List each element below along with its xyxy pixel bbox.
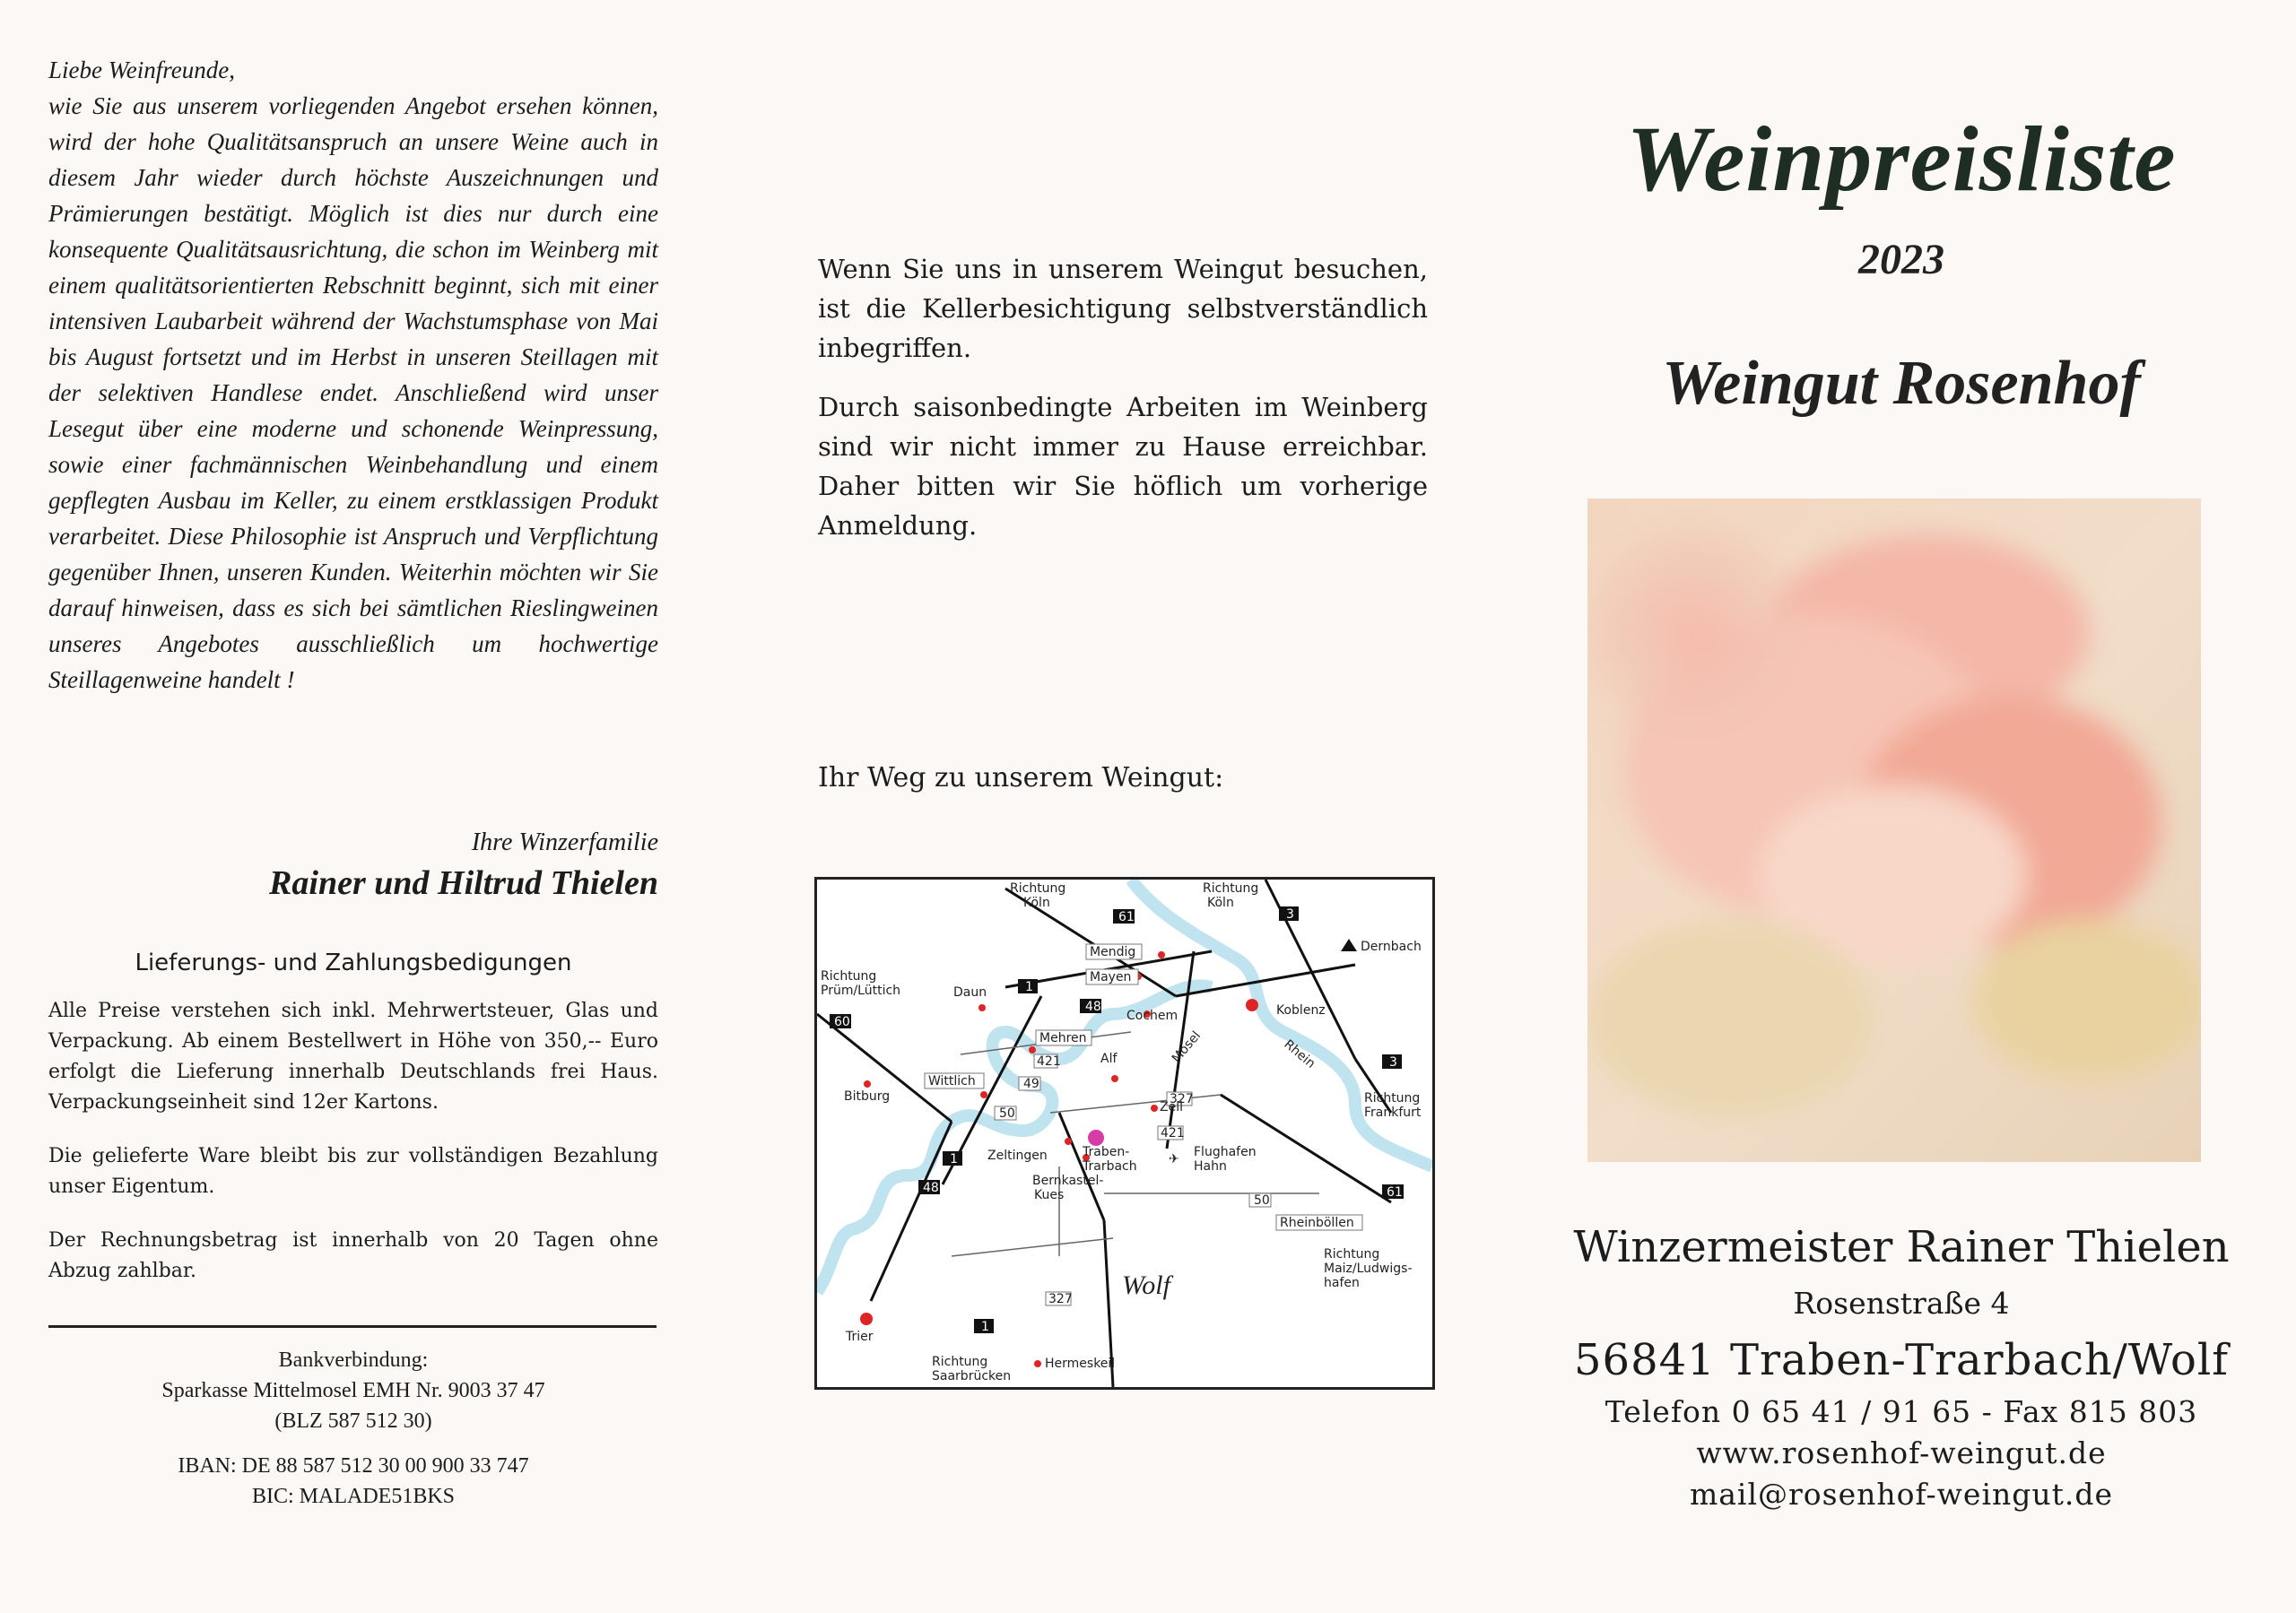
- svg-text:61: 61: [1387, 1185, 1403, 1200]
- terms-heading: Lieferungs- und Zahlungsbedigungen: [135, 950, 572, 976]
- svg-text:Mehren: Mehren: [1039, 1031, 1087, 1045]
- svg-text:60: 60: [834, 1015, 850, 1029]
- svg-text:Dernbach: Dernbach: [1361, 940, 1422, 954]
- city-address: 56841 Traben-Trarbach/Wolf: [1573, 1335, 2229, 1385]
- svg-text:Bitburg: Bitburg: [844, 1089, 891, 1104]
- svg-text:hafen: hafen: [1324, 1276, 1360, 1290]
- letter-body: wie Sie aus unserem vorliegenden Angebot ersehen können, wird der hohe Qualitätsanspruch an unsere Weine auch in diesem Jahr wieder durch höchste Auszeichnungen und Prämierungen bestätigt. Möglich ist dies nur durch eine konsequente Qualitätsausrichtung, die schon im Weinberg mit einem qualitätsorientierten Rebschnitt beginnt, sich mit einer intensiven Laubarbeit während der Wachstumsphase von Mai bis August fortsetzt und im Herbst in unseren Steillagen mit der selektiven Handlese endet. Anschließend wird unser Lesegut über eine moderne und schonende Weinpressung, sowie einer fachmännischen Weinbehandlung und einem gepflegten Ausbau im Keller, zu einem erstklassigen Produkt verarbeitet. Diese Philosophie ist Anspruch und Verpflichtung gegenüber Ihnen, unseren Kunden. Weiterhin möchten wir Sie darauf hinweisen, dass es sich bei sämtlichen Rieslingweinen unseres Angebotes ausschließlich um hochwertige Steillagenweine handelt !: [48, 92, 658, 693]
- contact-block: [1543, 1216, 2260, 1515]
- svg-text:50: 50: [1254, 1193, 1270, 1208]
- svg-text:Cochem: Cochem: [1126, 1009, 1178, 1023]
- svg-text:61: 61: [1118, 910, 1135, 924]
- price-list-year: 2023: [1858, 236, 1944, 283]
- map-graphic: [817, 880, 1432, 1387]
- svg-text:Zell: Zell: [1160, 1100, 1183, 1114]
- route-heading: Ihr Weg zu unserem Weingut:: [818, 762, 1224, 793]
- svg-text:Rheinböllen: Rheinböllen: [1280, 1216, 1354, 1230]
- terms-paragraph-prices: Alle Preise verstehen sich inkl. Mehrwertsteuer, Glas und Verpackung. Ab einem Bestellwert in Höhe von 350,-- Euro erfolgt die Lieferung innerhalb Deutschlands frei Haus. Verpackungseinheit sind 12er Kartons.: [48, 1000, 658, 1114]
- svg-text:Mayen: Mayen: [1090, 970, 1132, 984]
- svg-text:Richtung: Richtung: [1324, 1247, 1380, 1262]
- bank-bic: BIC: MALADE51BKS: [251, 1485, 456, 1508]
- bank-iban: IBAN: DE 88 587 512 30 00 900 33 747: [178, 1454, 529, 1478]
- svg-text:Mosel: Mosel: [1169, 1028, 1205, 1066]
- svg-text:3: 3: [1286, 907, 1294, 922]
- email-link[interactable]: mail@rosenhof-weingut.de: [1689, 1477, 2114, 1512]
- svg-text:50: 50: [999, 1106, 1015, 1121]
- svg-text:Köln: Köln: [1023, 896, 1050, 910]
- svg-text:Wolf: Wolf: [1122, 1270, 1170, 1300]
- visit-paragraph-appointment: Durch saisonbedingte Arbeiten im Weinberg sind wir nicht immer zu Hause erreichbar. Daher bitten wir Sie höflich um vorherige Anmeldung.: [818, 392, 1428, 541]
- svg-text:421: 421: [1161, 1126, 1185, 1140]
- rhine-river: [1131, 880, 1432, 1166]
- svg-text:Richtung: Richtung: [1010, 881, 1066, 896]
- svg-text:Daun: Daun: [953, 985, 987, 1000]
- bank-details: [48, 1345, 658, 1512]
- svg-text:Rhein: Rhein: [1281, 1036, 1318, 1071]
- svg-text:327: 327: [1048, 1292, 1073, 1306]
- svg-text:Frankfurt: Frankfurt: [1364, 1106, 1422, 1120]
- svg-text:Trier: Trier: [846, 1330, 874, 1344]
- airport-icon: ✈: [1169, 1152, 1179, 1166]
- winery-name: Weingut Rosenhof: [1662, 349, 2141, 418]
- svg-text:Maiz/Ludwigs-: Maiz/Ludwigs-: [1324, 1262, 1413, 1276]
- svg-text:Trarbach: Trarbach: [1083, 1159, 1137, 1174]
- svg-text:3: 3: [1389, 1055, 1397, 1070]
- svg-text:Alf: Alf: [1100, 1052, 1118, 1066]
- visit-info: [818, 249, 1428, 565]
- owner-name: Winzermeister Rainer Thielen: [1573, 1222, 2230, 1272]
- svg-text:327: 327: [1170, 1092, 1194, 1106]
- intro-letter: [48, 52, 658, 698]
- svg-text:Mendig: Mendig: [1090, 945, 1136, 959]
- svg-text:1: 1: [950, 1152, 958, 1166]
- svg-text:Kues: Kues: [1034, 1188, 1065, 1202]
- street-address: Rosenstraße 4: [1793, 1286, 2010, 1321]
- svg-text:Bernkastel-: Bernkastel-: [1032, 1174, 1104, 1188]
- svg-text:Wittlich: Wittlich: [928, 1074, 976, 1088]
- svg-text:Richtung: Richtung: [821, 969, 877, 984]
- svg-text:Prüm/Lüttich: Prüm/Lüttich: [821, 984, 901, 998]
- visit-paragraph-cellar: Wenn Sie uns in unserem Weingut besuchen, ist die Kellerbesichtigung selbstverständlich inbegriffen.: [818, 254, 1428, 363]
- svg-text:1: 1: [981, 1320, 989, 1334]
- secondary-roads: [952, 1032, 1319, 1256]
- phone-fax: Telefon 0 65 41 / 91 65 - Fax 815 803: [1605, 1394, 2198, 1429]
- svg-text:48: 48: [1085, 1000, 1101, 1014]
- letter-greeting: Liebe Weinfreunde,: [48, 56, 235, 83]
- terms-section: [48, 949, 658, 1310]
- svg-text:Köln: Köln: [1207, 896, 1234, 910]
- terms-paragraph-payment: Der Rechnungsbetrag ist innerhalb von 20 Tagen ohne Abzug zahlbar.: [48, 1229, 658, 1282]
- svg-text:Traben-: Traben-: [1083, 1145, 1130, 1159]
- svg-text:421: 421: [1037, 1054, 1061, 1069]
- svg-text:Hermeskeil: Hermeskeil: [1045, 1357, 1116, 1371]
- svg-text:Koblenz: Koblenz: [1276, 1003, 1326, 1018]
- divider: [48, 1325, 657, 1328]
- svg-text:49: 49: [1023, 1077, 1039, 1091]
- svg-text:Richtung: Richtung: [932, 1355, 988, 1369]
- bank-label: Bankverbindung:: [278, 1349, 429, 1372]
- rose-photo: [1587, 499, 2201, 1162]
- svg-text:48: 48: [923, 1181, 939, 1195]
- svg-text:Richtung: Richtung: [1203, 881, 1259, 896]
- svg-text:Hahn: Hahn: [1194, 1159, 1227, 1174]
- svg-text:Zeltingen: Zeltingen: [987, 1149, 1048, 1163]
- terms-paragraph-ownership: Die gelieferte Ware bleibt bis zur vollständigen Bezahlung unser Eigentum.: [48, 1145, 658, 1198]
- letter-signature-block: [48, 825, 658, 906]
- svg-text:Saarbrücken: Saarbrücken: [932, 1369, 1012, 1383]
- letter-signature: Rainer und Hiltrud Thielen: [269, 864, 658, 902]
- bank-account: Sparkasse Mittelmosel EMH Nr. 9003 37 47: [161, 1379, 545, 1402]
- svg-text:1: 1: [1025, 980, 1033, 994]
- directions-map: [814, 877, 1435, 1390]
- svg-text:Flughafen: Flughafen: [1194, 1145, 1257, 1159]
- bank-blz: (BLZ 587 512 30): [274, 1409, 432, 1433]
- svg-text:Richtung: Richtung: [1364, 1091, 1421, 1106]
- weingut-marker: [1088, 1130, 1104, 1146]
- page-title: Weinpreisliste: [1626, 108, 2177, 211]
- dernbach-marker: [1341, 939, 1357, 951]
- letter-closing: Ihre Winzerfamilie: [471, 828, 658, 856]
- moselle-river: [817, 985, 1212, 1292]
- website-link[interactable]: www.rosenhof-weingut.de: [1696, 1435, 2107, 1470]
